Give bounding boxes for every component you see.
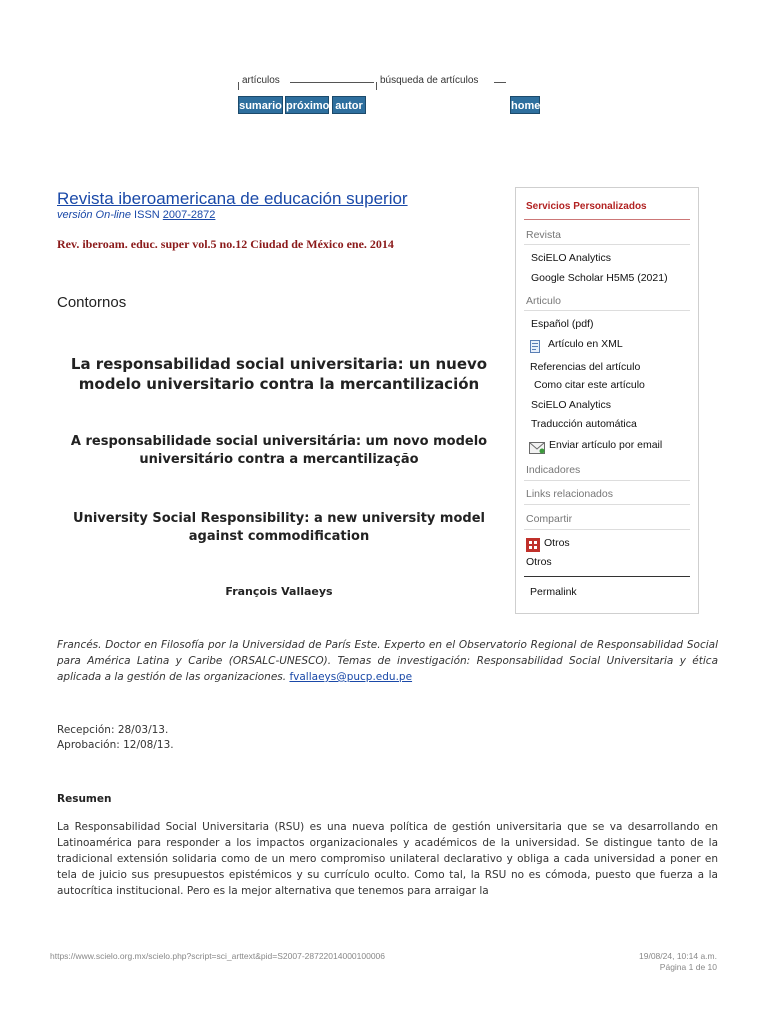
section-name: Contornos [57, 294, 127, 311]
document-icon [530, 338, 540, 351]
article-title-pt: A responsabilidade social universitária: um novo modelo universitário contra a mercantilização [70, 434, 488, 467]
sidebar-category-indicators[interactable]: Indicadores [526, 464, 581, 476]
articulo-divider [524, 310, 690, 311]
sidebar-heading: Servicios Personalizados [526, 201, 647, 212]
article-dates [57, 723, 174, 753]
journal-version [57, 209, 215, 221]
article-references[interactable]: Referencias del artículo [530, 361, 641, 373]
articles-group-label: artículos [242, 75, 280, 86]
share-other-text[interactable]: Otros [526, 556, 552, 568]
journal-citation: Rev. iberoam. educ. super vol.5 no.12 Ciudad de México ene. 2014 [57, 237, 394, 251]
top-navigation [238, 74, 548, 118]
share-divider [524, 529, 690, 530]
journal-title-link[interactable]: Revista iberoamericana de educación superior [57, 189, 408, 208]
sidebar-category-articulo: Articulo [526, 295, 562, 307]
articles-group-line [290, 82, 374, 83]
footer-page-number: Página 1 de 10 [659, 962, 717, 972]
article-auto-translate[interactable]: Traducción automática [531, 418, 637, 430]
permalink-divider [524, 576, 690, 577]
article-xml[interactable]: Artículo en XML [548, 338, 623, 350]
abstract-text: La Responsabilidad Social Universitaria (RSU) es una nueva política de gestión universitaria que se va desarrollando en Latinoamérica para responder a los impactos organizacionales y académicos de la universidad. Se distingue tanto de la tradicional extensión solidaria como de un mero compromiso unilateral declarativo y obliga a cada universidad a poner en tela de juicio sus presupuestos epistémicos y su currículo oculto. Como tal, la RSU no es cómoda, puesto que fuerza a la autocrítica institucional. Pero es la mejor alternativa que tenemos para arraigar la [57, 821, 718, 897]
article-author: François Vallaeys [225, 585, 333, 598]
envelope-icon [529, 439, 545, 451]
share-icon[interactable] [526, 537, 540, 551]
article-scielo-analytics[interactable]: SciELO Analytics [531, 399, 611, 411]
share-other-link[interactable]: Otros [544, 537, 570, 549]
abstract-heading: Resumen [57, 793, 112, 805]
author-button[interactable]: autor [332, 96, 366, 114]
search-group-line [494, 82, 506, 83]
sidebar-category-revista: Revista [526, 229, 562, 241]
summary-button[interactable]: sumario [238, 96, 283, 114]
revista-divider [524, 244, 690, 245]
article-spanish-pdf[interactable]: Español (pdf) [531, 318, 594, 330]
issn-label: ISSN [134, 209, 160, 221]
reception-date: Recepción: 28/03/13. [57, 724, 169, 736]
permalink-link[interactable]: Permalink [530, 586, 577, 598]
revista-google-scholar[interactable]: Google Scholar H5M5 (2021) [531, 272, 668, 284]
article-send-email[interactable]: Enviar artículo por email [549, 439, 663, 451]
author-email-link[interactable]: fvallaeys@pucp.edu.pe [289, 671, 413, 683]
sidebar-category-links[interactable]: Links relacionados [526, 488, 613, 500]
services-sidebar [515, 187, 699, 614]
version-label: versión On-line [57, 209, 131, 221]
sidebar-category-share: Compartir [526, 513, 573, 525]
indicators-divider [524, 480, 690, 481]
article-title-en: University Social Responsibility: a new university model against commodification [73, 511, 485, 544]
article-cite[interactable]: Como citar este artículo [534, 379, 645, 391]
footer-url: https://www.scielo.org.mx/scielo.php?script=sci_arttext&pid=S2007-28722014000100006 [50, 951, 386, 961]
next-button[interactable]: próximo [285, 96, 329, 114]
sidebar-heading-divider [524, 219, 690, 220]
approval-date: Aprobación: 12/08/13. [57, 739, 174, 751]
article-title-es: La responsabilidad social universitaria: un nuevo modelo universitario contra la mercantilización [70, 355, 488, 393]
issn-link[interactable]: 2007-2872 [162, 209, 216, 221]
revista-scielo-analytics[interactable]: SciELO Analytics [531, 252, 611, 264]
search-group-label: búsqueda de artículos [380, 75, 479, 86]
affiliation-text: Francés. Doctor en Filosofía por la Universidad de París Este. Experto en el Observatorio Regional de Responsabilidad Social para América Latina y Caribe (ORSALC-UNESCO). Temas de investigación: Responsabilidad Social Universitaria y ética aplicada a la gestión de las organizaciones. [57, 639, 718, 683]
footer-datetime: 19/08/24, 10:14 a.m. [639, 951, 717, 961]
author-affiliation [57, 637, 718, 685]
home-button[interactable]: home [510, 96, 540, 114]
links-divider [524, 504, 690, 505]
